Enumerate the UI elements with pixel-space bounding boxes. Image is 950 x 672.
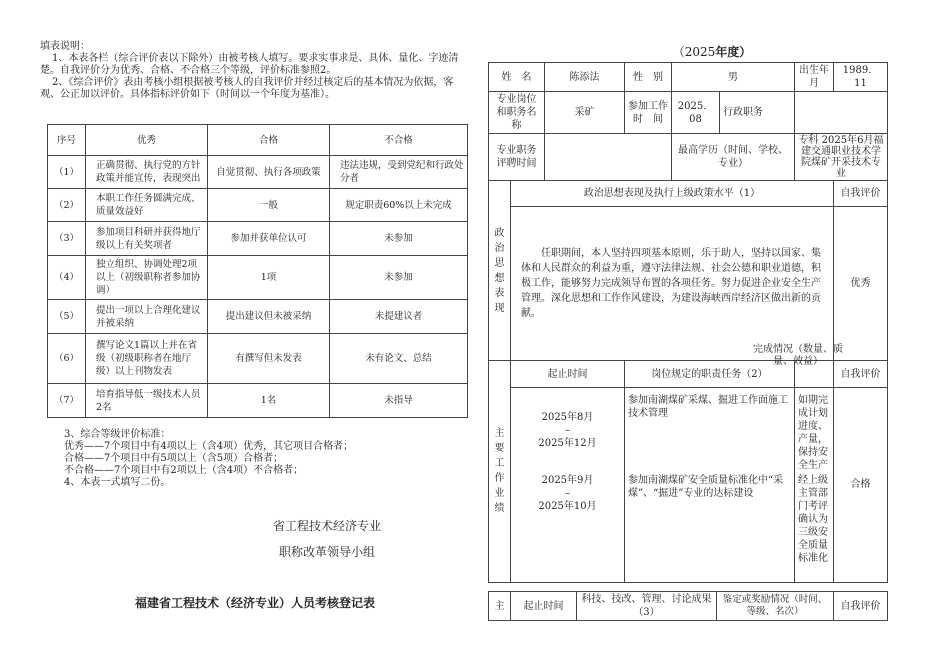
row-excellent: 撰写论文1篇以上并在省级（初级职称者在地厅级）以上刊物发表 xyxy=(86,334,208,384)
header-pass: 合格 xyxy=(208,125,330,156)
row-no: （1） xyxy=(48,156,86,189)
row-pass: 1项 xyxy=(208,256,330,300)
work-status: 经上级主管部门考评确认为三级安全质量标准化 xyxy=(795,473,834,582)
work-period xyxy=(511,473,625,582)
research-col-period: 起止时间 xyxy=(511,592,577,621)
work-col-status: 完成情况（数量、质量、效益） xyxy=(753,344,843,367)
row-pass: 一般 xyxy=(208,189,330,222)
table-row xyxy=(48,189,468,222)
research-table xyxy=(488,591,888,621)
political-side-label: 政治思想表现 xyxy=(489,181,511,361)
header-no: 序号 xyxy=(48,125,86,156)
instruction-line-1: 1、本表各栏（综合评价表以下除外）由被考核人填写。要求实事求是、具体、量化、字迹清 xyxy=(52,53,459,64)
work-row xyxy=(489,388,888,474)
political-content: 任职期间，本人坚持四项基本原则，乐于助人，坚持以国家、集体和人民群众的利益为重，遵守法律法规、社会公德和职业道德，积极工作，能够努力完成领导布置的各项任务。努力促进企业安全生产管理。深化思想和工作作风建设，为建设海峡西岸经济区做出新的贡献。 xyxy=(511,207,834,361)
row-no: （2） xyxy=(48,189,86,222)
row-pass: 有撰写但未发表 xyxy=(208,334,330,384)
work-dash: – xyxy=(565,488,570,499)
name-label: 姓 名 xyxy=(489,63,545,92)
table-row xyxy=(48,384,468,418)
rule-copies: 4、本表一式填写二份。 xyxy=(64,477,171,488)
work-self-value: 合格 xyxy=(834,388,888,583)
name-value: 陈添法 xyxy=(545,63,625,92)
research-side-label: 主 xyxy=(489,592,511,621)
row-excellent: 正确贯彻、执行党的方针政策并能宣传，表现突出 xyxy=(86,156,208,189)
work-status: 如期完成计划进度、产量，保持安全生产 xyxy=(795,388,834,474)
work-side-label: 主要工作业绩 xyxy=(489,361,511,583)
row-excellent: 培育指导低一级技术人员2名 xyxy=(86,384,208,418)
table-row xyxy=(48,222,468,256)
row-fail: 未参加 xyxy=(330,256,468,300)
work-col-period: 起止时间 xyxy=(511,361,625,388)
row-fail: 规定职责60%以上未完成 xyxy=(330,189,468,222)
table-row xyxy=(48,256,468,300)
header-excellent: 优秀 xyxy=(86,125,208,156)
title-time-label: 专业职务评聘时间 xyxy=(489,134,545,181)
instruction-line-2: 楚。自我评价分为优秀、合格、不合格三个等级，评价标准参照2。 xyxy=(40,65,337,76)
row-no: （3） xyxy=(48,222,86,256)
work-col-self: 自我评价 xyxy=(834,361,888,388)
year-heading xyxy=(642,43,782,60)
row-pass: 自觉贯彻、执行各项政策 xyxy=(208,156,330,189)
row-fail: 未有论文、总结 xyxy=(330,334,468,384)
research-col-appraise: 鉴定或奖励情况（时间、等级、名次） xyxy=(717,592,834,621)
row-no: （5） xyxy=(48,300,86,334)
row-pass: 1名 xyxy=(208,384,330,418)
work-col-duty: 岗位规定的职责任务（2） xyxy=(625,361,795,388)
row-excellent: 独立组织、协调处理2项以上（初级职称者参加协调） xyxy=(86,256,208,300)
post-value: 采矿 xyxy=(545,92,625,134)
work-row xyxy=(489,473,888,582)
header-fail: 不合格 xyxy=(330,125,468,156)
work-start: 2025年8月 xyxy=(541,412,594,423)
row-excellent: 本职工作任务圆满完成、质量效益好 xyxy=(86,189,208,222)
form-title: 福建省工程技术（经济专业）人员考核登记表 xyxy=(134,596,375,610)
year-number: （2025 xyxy=(672,45,716,59)
political-header: 政治思想表现及执行上级政策水平（1） xyxy=(511,181,834,207)
row-excellent: 提出一项以上合理化建议并被采纳 xyxy=(86,300,208,334)
rule-fail: 不合格——7个项目中有2项以上（含4项）不合格者； xyxy=(64,465,304,476)
work-start-value: 2025．08 xyxy=(672,92,720,134)
education-value: 专科 2025年6月福建交通职业技术学院煤矿开采技术专业 xyxy=(795,134,888,181)
criteria-table xyxy=(47,124,468,418)
work-dash: – xyxy=(565,425,570,436)
gender-value: 男 xyxy=(672,63,795,92)
row-fail: 未指导 xyxy=(330,384,468,418)
row-no: （4） xyxy=(48,256,86,300)
admin-value xyxy=(795,92,888,134)
birth-value: 1989．11 xyxy=(834,63,888,92)
birth-label: 出生年月 xyxy=(795,63,834,92)
issuer-line-2: 职称改革领导小组 xyxy=(278,545,375,559)
title-time-value xyxy=(545,134,672,181)
table-row xyxy=(48,156,468,189)
post-label: 专业岗位和职务名称 xyxy=(489,92,545,134)
issuer-line-1: 省工程技术经济专业 xyxy=(272,519,381,533)
work-duty: 参加南湖煤矿安全质量标准化中“采煤”、“掘进”专业的达标建设 xyxy=(625,473,795,582)
research-col-achieve: 科技、技改、管理、讨论成果（3） xyxy=(577,592,717,621)
row-pass: 参加并获单位认可 xyxy=(208,222,330,256)
political-self-value: 优秀 xyxy=(834,207,888,361)
row-excellent: 参加项目科研并获得地厅级以上有关奖项者 xyxy=(86,222,208,256)
row-fail: 违法违规，受到党纪和行政处分者 xyxy=(330,156,468,189)
row-no: （6） xyxy=(48,334,86,384)
row-pass: 提出建议但未被采纳 xyxy=(208,300,330,334)
rule-excellent: 优秀——7个项目中有4项以上（含4项）优秀，其它项目合格者； xyxy=(64,441,354,452)
admin-label: 行政职务 xyxy=(720,92,795,134)
rule-pass: 合格——7个项目中有5项以上（含5项）合格者； xyxy=(64,453,284,464)
work-end: 2025年10月 xyxy=(538,501,597,512)
instruction-line-4: 观、公正加以评价。具体指标评价如下（时间以一个年度为基准）。 xyxy=(40,89,335,100)
row-no: （7） xyxy=(48,384,86,418)
info-table xyxy=(488,62,888,583)
table-row xyxy=(48,300,468,334)
work-duty: 参加南湖煤矿采煤、掘进工作面施工技术管理 xyxy=(625,388,795,474)
row-fail: 未参加 xyxy=(330,222,468,256)
gender-label: 性 别 xyxy=(625,63,672,92)
work-start: 2025年9月 xyxy=(541,475,594,486)
work-end: 2025年12月 xyxy=(538,438,597,449)
rules-title: 3、综合等级评价标准： xyxy=(64,429,171,440)
work-period xyxy=(511,388,625,474)
research-col-self: 自我评价 xyxy=(834,592,888,621)
year-suffix: 年度） xyxy=(715,45,752,59)
education-label: 最高学历（时间、学校、专业） xyxy=(672,134,795,181)
instruction-line-3: 2、《综合评价》表由考核小组根据被考核人的自我评价并经过核定后的基本情况为依据，客 xyxy=(52,77,454,88)
instructions-title: 填表说明： xyxy=(40,41,90,52)
work-start-label: 参加工作时 间 xyxy=(625,92,672,134)
political-self-label: 自我评价 xyxy=(834,181,888,207)
table-row xyxy=(48,334,468,384)
row-fail: 未提建议者 xyxy=(330,300,468,334)
